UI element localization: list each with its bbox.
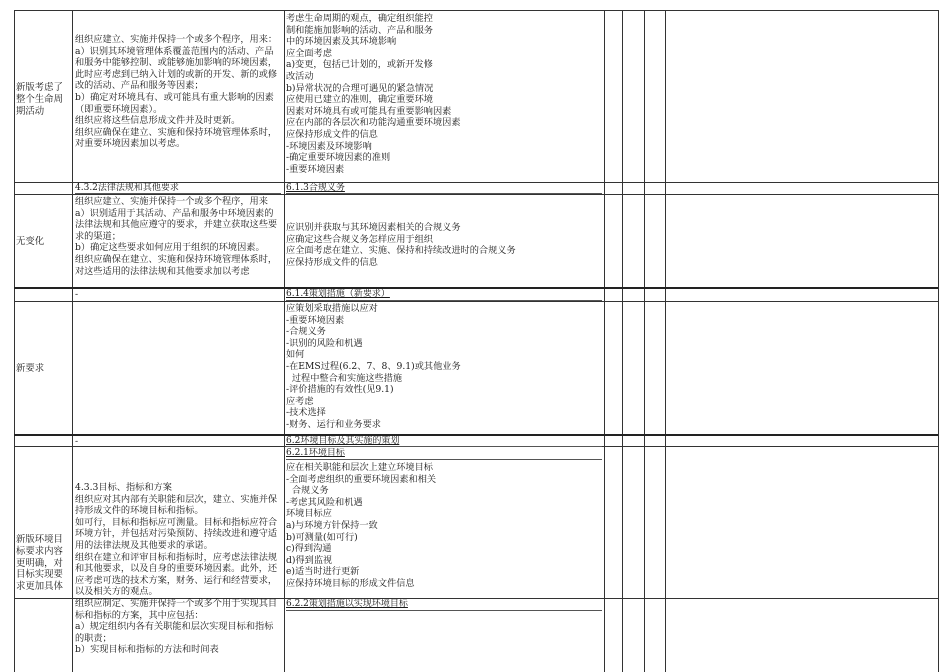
grid-col-line	[72, 10, 73, 672]
new-clause-cell	[286, 462, 602, 597]
new-clause-header: 6.1.3合规义务	[286, 183, 602, 194]
new-clause-line: 过程中整合和实施这些措施	[286, 372, 403, 384]
new-clause-line: 环境目标应	[286, 508, 332, 520]
new-clause-cell	[286, 303, 602, 433]
new-clause-header: 6.2.2策划措施以实现环境目标	[286, 599, 602, 611]
grid-row-line	[14, 194, 938, 195]
new-clause-line: -确定重要环境因素的准则	[286, 152, 391, 164]
comparison-table	[14, 10, 938, 672]
change-note-cell	[16, 82, 70, 142]
grid-col-line	[622, 10, 623, 672]
new-clause-line: b)可测量(如可行)	[286, 531, 358, 543]
grid-col-line	[284, 10, 285, 672]
old-clause-line: b）确定对环境具有、或可能具有重大影响的因素（即重要环境因素）。	[75, 91, 274, 115]
change-note-cell	[16, 363, 70, 377]
new-clause-line: 应使用已建立的准则，确定重要环境	[286, 94, 433, 106]
new-clause-line: 应策划采取措施以应对	[286, 303, 378, 314]
new-clause-header: 6.2.1环境目标	[286, 448, 602, 460]
old-clause-header: 4.3.2法律法规和其他要求	[75, 183, 281, 194]
old-clause-header: -	[75, 289, 79, 300]
old-clause-line: 组织在建立和评审目标和指标时，应考虑法律法规和其他要求，以及自身的重要环境因素。此外，还应考虑可选的技术方案，财务、运行和经营要求，以及相关方的观点。	[75, 551, 278, 598]
new-clause-line: 中的环境因素及其环境影响	[286, 36, 397, 48]
change-note: 新版环境目标要求内容更明确，对目标实现要求更加具体	[16, 534, 63, 593]
grid-col-line	[938, 10, 939, 672]
new-clause-line: 应确定这些合规义务怎样应用于组织	[286, 233, 433, 245]
new-clause-line: e)适当时进行更新	[286, 566, 360, 578]
change-note: 新版考虑了整个生命周期活动	[16, 82, 63, 117]
new-clause-cell	[286, 13, 602, 181]
new-clause-line: 应在相关职能和层次上建立环境目标	[286, 462, 433, 473]
new-clause-line: 应全面考虑在建立、实施、保持和持续改进时的合规义务	[286, 245, 516, 257]
new-clause-line: -财务、运行和业务要求	[286, 418, 381, 430]
old-clause-cell	[75, 34, 281, 180]
new-clause-line: -在EMS过程(6.2、7、8、9.1)或其他业务	[286, 360, 461, 372]
old-clause-line: 组织应确保在建立、实施和保持环境管理体系时，对这些适用的法律法规和其他要求加以考虑	[75, 253, 278, 277]
new-clause-line: 考虑生命周期的观点，确定组织能控	[286, 13, 433, 24]
old-clause-line: 组织应制定、实施并保持一个或多个用于实现其目标和指标的方案，其中应包括：	[75, 597, 278, 621]
change-note: 新要求	[16, 363, 45, 374]
new-clause-line: 应保持形成文件的信息	[286, 256, 378, 268]
old-clause-line: a）规定组织内各有关职能和层次实现目标和指标的职责；	[75, 621, 274, 644]
new-clause-header: 6.2环境目标及其实施的策划	[286, 436, 602, 447]
new-clause-line: 制和能施加影响的活动、产品和服务	[286, 24, 433, 36]
old-clause-header: -	[75, 436, 79, 446]
new-clause-line: -技术选择	[286, 407, 326, 419]
new-clause-line: c)得到沟通	[286, 543, 332, 555]
grid-col-line	[604, 10, 605, 672]
old-clause-cell	[75, 482, 281, 672]
old-clause-line: 组织应将这些信息形成文件并及时更新。	[75, 115, 241, 127]
new-clause-cell	[286, 222, 602, 282]
old-clause-line: 4.3.3目标、指标和方案	[75, 482, 172, 493]
old-clause-line: b）确定这些要求如何应用于组织的环境因素。	[75, 242, 265, 254]
new-clause-line: 应全面考虑	[286, 47, 332, 59]
new-clause-line: 应保持形成文件的信息	[286, 128, 378, 140]
new-clause-line: -全面考虑组织的重要环境因素和相关	[286, 473, 437, 485]
old-clause-line: 组织应建立、实施并保持一个或多个程序，用来	[75, 196, 268, 207]
new-clause-line: -环境因素及环境影响	[286, 140, 372, 152]
new-clause-line: 应保持环境目标的形成文件信息	[286, 577, 415, 589]
old-clause-line: a）识别适用于其活动、产品和服务中环境因素的法律法规和其他应遵守的要求，并建立获取这些要求的渠道；	[75, 207, 278, 242]
new-clause-line: -识别的风险和机遇	[286, 337, 363, 349]
grid-col-line	[14, 10, 15, 672]
new-clause-line: b)异常状况的合理可遇见的紧急情况	[286, 82, 434, 94]
new-clause-line: 因素对环境具有或可能具有重要影响因素	[286, 105, 452, 117]
new-clause-line: 应考虑	[286, 395, 314, 407]
new-clause-line: -合规义务	[286, 326, 326, 338]
new-clause-line: -重要环境因素	[286, 314, 345, 326]
old-clause-cell	[75, 196, 281, 286]
old-clause-line: b）实现目标和指标的方法和时间表	[75, 644, 219, 656]
new-clause-line: 如何	[286, 349, 305, 361]
new-clause-line: 合规义务	[286, 485, 329, 497]
old-clause-line: 组织应确保在建立、实施和保持环境管理体系时，对重要环境因素加以考虑。	[75, 126, 278, 150]
new-clause-line: -重要环境因素	[286, 163, 345, 175]
new-clause-line: 应在内部的各层次和功能沟通重要环境因素	[286, 117, 461, 129]
new-clause-line: a)变更，包括已计划的，或新开发修	[286, 59, 433, 71]
new-clause-line: d)得到监视	[286, 554, 333, 566]
old-clause-line: 组织应建立、实施并保持一个或多个程序，用来：	[75, 34, 278, 45]
new-clause-line: 应识别并获取与其环境因素相关的合规义务	[286, 222, 461, 233]
grid-col-line	[665, 10, 666, 672]
grid-col-line	[644, 10, 645, 672]
new-clause-line: 改活动	[286, 70, 314, 82]
change-note-cell	[16, 236, 70, 256]
grid-row-line	[14, 10, 938, 11]
new-clause-line: -考虑其风险和机遇	[286, 496, 363, 508]
old-clause-line: 组织应对其内部有关职能和层次，建立、实施并保持形成文件的环境目标和指标。	[75, 493, 278, 517]
new-clause-line: -评价措施的有效性(见9.1)	[286, 384, 394, 396]
old-clause-line: a）识别其环境管理体系覆盖范围内的活动、产品和服务中能够控制、或能够施加影响的环境因素，此时应考虑到已纳入计划的或新的开发、新的或修改的活动、产品和服务等因素；	[75, 45, 278, 92]
old-clause-line: 如可行，目标和指标应可测量。目标和指标应符合环境方针，并包括对污染预防、持续改进和遵守适用的法律法规及其他要求的承诺。	[75, 516, 278, 551]
new-clause-line: a)与环境方针保持一致	[286, 519, 378, 531]
change-note: 无变化	[16, 236, 45, 247]
grid-row-line	[14, 301, 938, 302]
new-clause-header: 6.1.4策划措施（新要求）	[286, 289, 602, 301]
change-note-cell	[16, 534, 70, 614]
